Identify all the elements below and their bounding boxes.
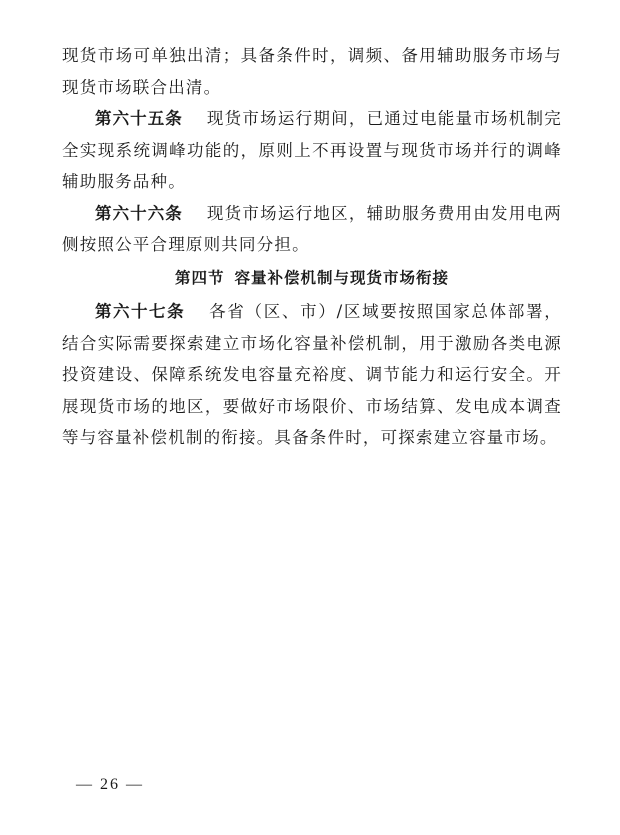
article-number: 第六十六条 xyxy=(95,203,183,223)
continuation-paragraph: 现货市场可单独出清；具备条件时，调频、备用辅助服务市场与现货市场联合出清。 xyxy=(62,46,562,97)
section-number: 第四节 xyxy=(174,268,225,287)
article-66 xyxy=(62,198,562,261)
article-65 xyxy=(62,103,562,198)
document-body xyxy=(62,40,562,454)
article-67 xyxy=(62,296,562,454)
article-text: 各省（区、市）/区域要按照国家总体部署，结合实际需要探索建立市场化容量补偿机制，用于激励各类电源投资建设、保障系统发电容量充裕度、调节能力和运行安全。开展现货市场的地区，要做好市场限价、市场结算、发电成本调查等与容量补偿机制的衔接。具备条件时，可探索建立容量市场。 xyxy=(62,302,562,447)
page-number: — 26 — xyxy=(76,776,144,793)
article-number: 第六十七条 xyxy=(95,302,186,321)
article-number: 第六十五条 xyxy=(95,109,183,128)
section-title: 容量补偿机制与现货市场衔接 xyxy=(234,268,450,287)
article-text: 现货市场运行地区，辅助服务费用由发用电两侧按照公平合理原则共同分担。 xyxy=(62,203,562,254)
article-text: 现货市场运行期间，已通过电能量市场机制完全实现系统调峰功能的，原则上不再设置与现货市场并行的调峰辅助服务品种。 xyxy=(62,109,562,191)
section-heading xyxy=(62,263,562,295)
